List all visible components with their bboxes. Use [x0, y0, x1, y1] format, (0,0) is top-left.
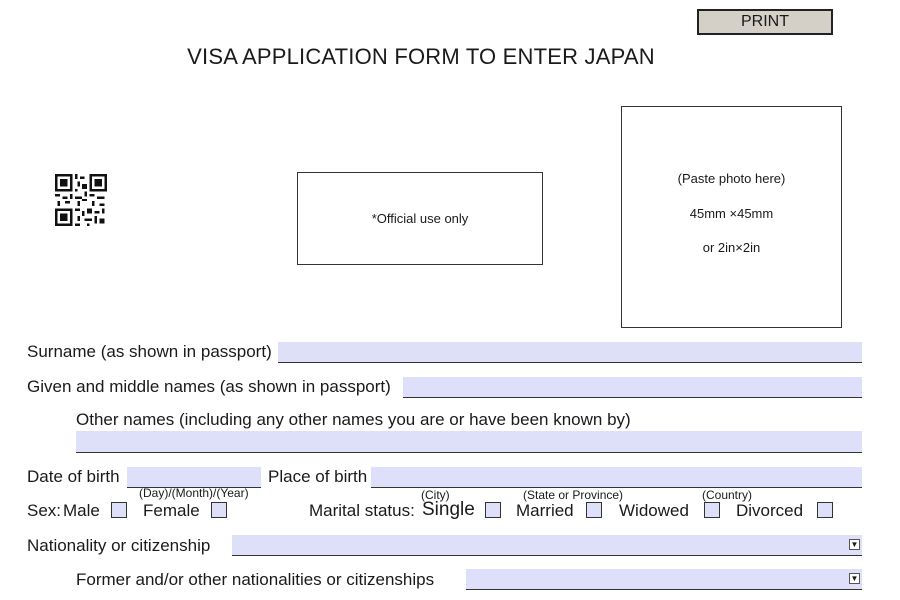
former-nationality-dropdown[interactable]: [466, 569, 862, 590]
pob-label: Place of birth: [268, 467, 368, 486]
male-label: Male: [63, 501, 100, 520]
other-names-field[interactable]: [76, 431, 862, 453]
pob-field[interactable]: [371, 467, 862, 488]
widowed-label: Widowed: [619, 501, 689, 520]
qr-code-icon: [55, 174, 107, 226]
dob-format-hint: (Day)/(Month)/(Year): [139, 486, 249, 500]
dob-field[interactable]: [127, 467, 261, 488]
male-checkbox[interactable]: [111, 502, 127, 518]
other-names-label: Other names (including any other names you are or have been known by): [76, 410, 631, 429]
print-button[interactable]: PRINT: [697, 9, 833, 35]
photo-size-mm: 45mm ×45mm: [689, 206, 774, 221]
single-checkbox[interactable]: [485, 502, 501, 518]
nationality-dropdown[interactable]: [232, 535, 862, 556]
pob-state-hint: (State or Province): [523, 488, 624, 502]
marital-status-label: Marital status:: [309, 501, 415, 520]
female-label: Female: [143, 501, 200, 520]
form-title: VISA APPLICATION FORM TO ENTER JAPAN: [187, 44, 655, 69]
single-label: Single: [422, 499, 475, 520]
surname-label: Surname (as shown in passport): [27, 342, 272, 361]
former-nationality-label: Former and/or other nationalities or citizenships: [76, 570, 435, 589]
married-label: Married: [516, 501, 574, 520]
official-use-box: [297, 172, 543, 265]
dropdown-arrow-icon[interactable]: ▼: [850, 540, 859, 549]
widowed-checkbox[interactable]: [704, 502, 720, 518]
nationality-label: Nationality or citizenship: [27, 536, 211, 555]
given-names-field[interactable]: [403, 377, 862, 398]
sex-label: Sex:: [27, 501, 62, 520]
given-names-label: Given and middle names (as shown in passport): [27, 377, 391, 396]
dob-label: Date of birth: [27, 467, 120, 486]
photo-instruction: (Paste photo here): [677, 171, 786, 186]
divorced-label: Divorced: [736, 501, 804, 520]
dropdown-arrow-icon[interactable]: ▼: [850, 574, 859, 583]
married-checkbox[interactable]: [586, 502, 602, 518]
surname-field[interactable]: [278, 342, 862, 363]
photo-size-in: or 2in×2in: [702, 240, 761, 255]
divorced-checkbox[interactable]: [817, 502, 833, 518]
pob-country-hint: (Country): [702, 488, 753, 502]
official-use-text: *Official use only: [371, 211, 469, 226]
female-checkbox[interactable]: [211, 502, 227, 518]
photo-box: [621, 106, 842, 328]
pob-city-hint: (City): [421, 488, 450, 502]
